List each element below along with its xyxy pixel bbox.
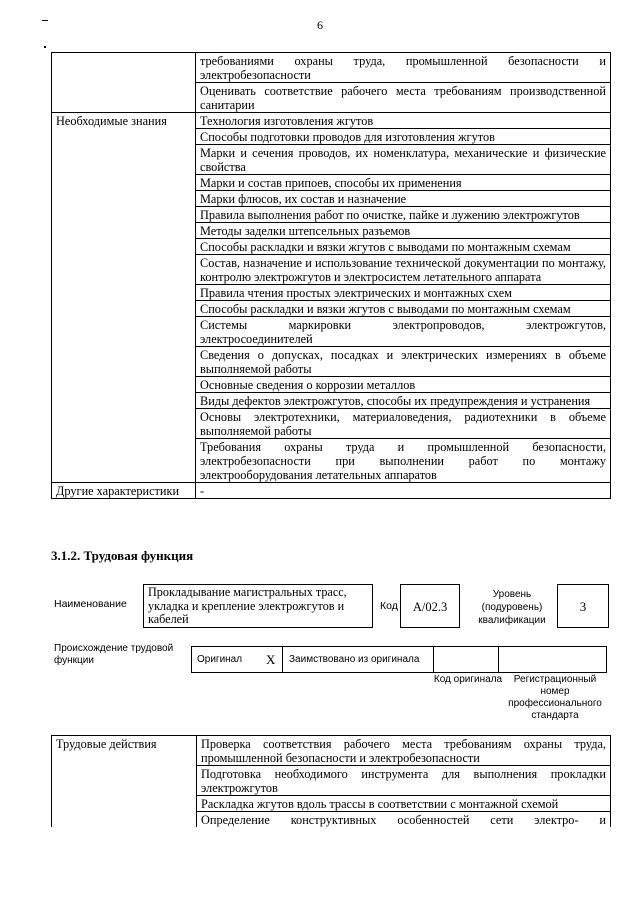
code-label: Код [380, 600, 398, 612]
knowledge-table [51, 52, 611, 499]
table-cell: Оценивать соответствие рабочего места требованиям производственной санитарии [196, 83, 611, 113]
table-cell: Методы заделки штепсельных разъемов [196, 223, 611, 239]
table-cell: Подготовка необходимого инструмента для выполнения прокладки электрожгутов [197, 766, 611, 796]
margin-mark [42, 20, 48, 21]
code-original-cell [433, 646, 499, 673]
table-row [52, 53, 611, 83]
borrowed-label: Заимствовано из оригинала [289, 654, 420, 665]
table-cell: Способы подготовки проводов для изготовления жгутов [196, 129, 611, 145]
table-cell: Виды дефектов электрожгутов, способы их предупреждения и устранения [196, 393, 611, 409]
page-number: 6 [317, 18, 323, 32]
table-cell: Требования охраны труда и промышленной безопасности, электробезопасности при выполнении работ по монтажу электрооборудования летательных аппаратов [196, 439, 611, 483]
table-cell: Раскладка жгутов вдоль трассы в соответствии с монтажной схемой [197, 796, 611, 812]
code-original-caption: Код оригинала [433, 674, 503, 685]
label-cell-empty [52, 83, 196, 113]
original-label: Оригинал [197, 654, 243, 665]
reg-number-cell [498, 646, 607, 673]
table-cell: Основные сведения о коррозии металлов [196, 377, 611, 393]
table-cell: Правила чтения простых электрических и монтажных схем [196, 285, 611, 301]
section-title: 3.1.2. Трудовая функция [51, 548, 194, 563]
reg-number-caption: Регистрационный номер профессионального стандарта [508, 674, 602, 721]
table-cell: Марки и сечения проводов, их номенклатура, механические и физические свойства [196, 145, 611, 175]
table-cell: - [196, 483, 611, 499]
code-value: А/02.3 [400, 584, 460, 628]
margin-dot [44, 46, 46, 48]
borrowed-cell [282, 646, 434, 673]
table-row [52, 83, 611, 113]
table-cell: Сведения о допусках, посадках и электрических измерениях в объеме выполняемой работы [196, 347, 611, 377]
table-cell: Состав, назначение и использование технической документации по монтажу, контролю электрожгутов и электросистем летательного аппарата [196, 255, 611, 285]
table-cell: Способы раскладки и вязки жгутов с выводами по монтажным схемам [196, 301, 611, 317]
table-cell: Способы раскладки и вязки жгутов с выводами по монтажным схемам [196, 239, 611, 255]
table-row [52, 483, 611, 499]
table-cell: Марки флюсов, их состав и назначение [196, 191, 611, 207]
actions-table [51, 735, 611, 827]
original-mark: Х [266, 652, 276, 667]
table-cell: Технология изготовления жгутов [196, 113, 611, 129]
level-label: Уровень (подуровень) квалификации [478, 589, 546, 626]
table-cell: Основы электротехники, материаловедения, радиотехники в объеме выполняемой работы [196, 409, 611, 439]
table-cell: Проверка соответствия рабочего места требованиям охраны труда, промышленной безопасности и электробезопасности [197, 736, 611, 766]
table-cell: Определение конструктивных особенностей сети электро- и [197, 812, 611, 828]
table-cell: требованиями охраны труда, промышленной безопасности и электробезопасности [196, 53, 611, 83]
table-cell: Правила выполнения работ по очистке, пайке и лужению электрожгутов [196, 207, 611, 223]
original-cell [191, 646, 283, 673]
table-row [52, 736, 611, 766]
function-name-value: Прокладывание магистральных трасс, укладка и крепление электрожгутов и кабелей [143, 584, 373, 628]
actions-label: Трудовые действия [52, 736, 197, 828]
table-cell: Марки и состав припоев, способы их применения [196, 175, 611, 191]
other-characteristics-label: Другие характеристики [52, 483, 196, 499]
table-row [52, 113, 611, 129]
level-value: 3 [557, 584, 609, 628]
table-cell: Системы маркировки электропроводов, электрожгутов, электросоединителей [196, 317, 611, 347]
knowledge-label: Необходимые знания [52, 113, 196, 483]
label-cell-empty [52, 53, 196, 83]
name-label: Наименование [54, 598, 127, 610]
origin-label: Происхождение трудовой функции [54, 643, 174, 666]
origin-row [191, 646, 607, 673]
